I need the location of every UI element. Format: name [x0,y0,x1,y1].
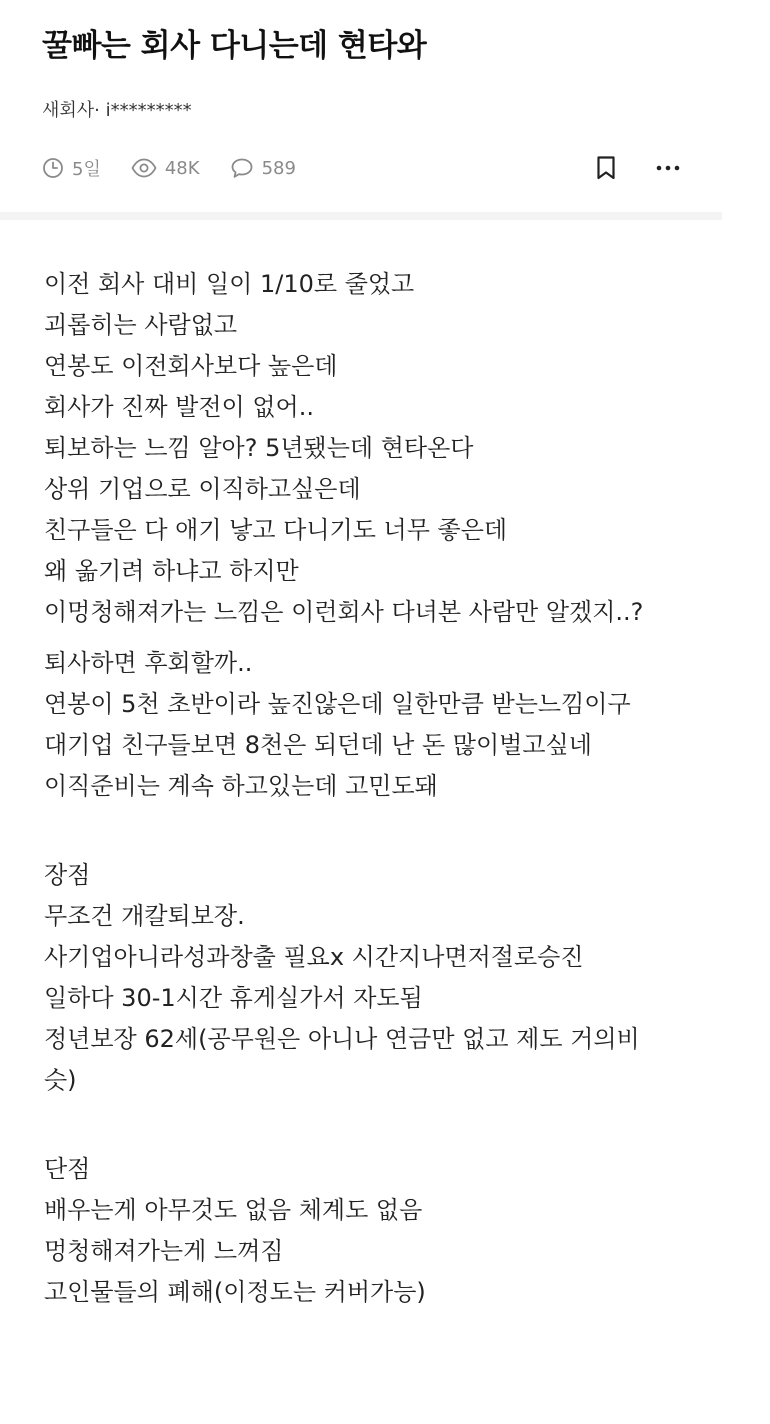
meta-views [131,157,200,179]
pros-line: 일하다 30-1시간 휴게실가서 자도됨 [44,984,423,1012]
more-options-button[interactable] [650,150,686,186]
pros-line: 사기업아니라성과창출 필요x 시간지나면저절로승진 [44,943,584,971]
body-line: 괴롭히는 사람없고 [44,311,238,339]
bookmark-icon [595,155,617,181]
time-label: 5일 [72,159,101,180]
post-header [0,0,722,218]
post-meta [42,152,326,184]
post-title: 꿀빠는 회사 다니는데 현타와 [42,28,427,64]
section-divider [0,212,722,220]
more-horizontal-icon [656,164,680,172]
paragraph-gap [44,633,744,643]
pros-line: 정년보장 62세(공무원은 아니나 연금만 없고 제도 거의비 [44,1025,640,1053]
bookmark-button[interactable] [588,150,624,186]
eye-icon [131,157,157,179]
cons-heading: 단점 [44,1155,91,1183]
pros-line: 무조건 개칼퇴보장. [44,902,245,930]
body-line: 이멍청해져가는 느낌은 이런회사 다녀본 사람만 알겠지..? [44,598,644,626]
body-line: 이직준비는 계속 하고있는데 고민도돼 [44,772,438,800]
body-line: 왜 옮기려 하냐고 하지만 [44,557,299,585]
body-line: 회사가 진짜 발전이 없어.. [44,393,314,421]
comment-icon [230,157,254,179]
post-author[interactable]: 새회사· i********* [42,100,192,121]
cons-line: 배우는게 아무것도 없음 체계도 없음 [44,1196,423,1224]
body-line: 연봉이 5천 초반이라 높진않은데 일한만큼 받는느낌이구 [44,690,631,718]
body-line: 이전 회사 대비 일이 1/10로 줄었고 [44,270,415,298]
pros-heading: 장점 [44,861,91,889]
comments-count: 589 [261,157,296,179]
body-line: 친구들은 다 애기 낳고 다니기도 너무 좋은데 [44,516,508,544]
body-line: 대기업 친구들보면 8천은 되던데 난 돈 많이벌고싶네 [44,731,592,759]
pros-line: 슷) [44,1066,77,1094]
paragraph-gap [44,807,744,855]
paragraph-gap [44,1101,744,1149]
clock-icon [42,157,64,179]
post-actions [588,150,688,186]
cons-line: 고인물들의 폐해(이정도는 커버가능) [44,1278,426,1306]
post-body [44,264,744,1313]
body-line: 퇴사하면 후회할까.. [44,649,253,677]
body-line: 연봉도 이전회사보다 높은데 [44,352,338,380]
body-line: 상위 기업으로 이직하고싶은데 [44,475,361,503]
cons-line: 멍청해져가는게 느껴짐 [44,1237,284,1265]
body-line: 퇴보하는 느낌 알아? 5년됐는데 현타온다 [44,434,474,462]
meta-comments[interactable] [230,157,296,179]
meta-time [42,155,101,181]
views-count: 48K [164,157,200,179]
